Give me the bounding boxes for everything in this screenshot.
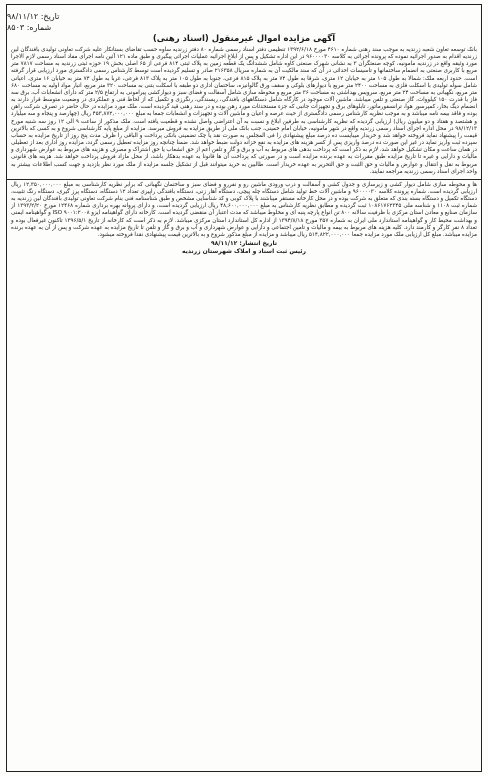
notice-header: [7, 5, 481, 33]
notice-title: آگهی مزایده اموال غیرمنقول (اسناد رهنی): [152, 34, 336, 44]
notice-date: تاریخ: ۹۸/۱۱/۱۲: [7, 12, 60, 21]
notice-number: شماره: ۸۵۰۳: [7, 23, 52, 32]
notice-footer: [7, 240, 481, 256]
notice-paragraph-2: ها و محوطه سازی شامل دیوار کشی و زیرسازی و جدول کشی و آسفالت و درب ورودی ماشین رو و نفررو و فضای سبز و ساختمان نگهبانی که برابر نظریه کارشناسی به مبلغ ۱۲,۳۵۰,۰۰۰,۰۰۰ ریال ارزیابی گردیده است. شماره پرونده کلاسه ۹۶۰۰۰۰۳۰ و ماشین آلات خط تولید شامل دستگاه چله پیچی، دستگاه آهار زنی، دستگاه بافندگی راپیری تعداد ۱۲ دستگاه، دستگاه پرز گیری، دستگاه رنگ تثبیت، دستگاه تکمیل و دستگاه بسته بندی که متعلق به شرکت بوده و در محل کارخانه مستقر میباشند با پلاک کوبی و کد شناسایی مشخص و طبق شناسنامه فنی بنام شرکت تعاونی تولیدی بافندگان لین زرندیه به شماره ثبت ۱۱۰۸ و شناسه ملی ۱۰۸۶۱۷۶۲۳۴۵ ثبت گردیده و مطابق نظریه کارشناس به مبلغ ۴۸,۶۰۰,۰۰۰,۰۰۰ ریال ارزیابی گردیده است، و دارای پروانه بهره برداری شماره ۱۲۴۶۸ مورخ ۱۳۹۳/۲/۲۰ از سازمان صنایع و معادن استان مرکزی با ظرفیت سالانه ۸۰۰ تن انواع پارچه پنبه ای و مخلوط میباشد که مدت اعتبار آن منقضی گردیده است. کارخانه دارای گواهینامه ایزو ISO ۹۰۰۱:۲۰۰۸ و گواهینامه ایمنی و بهداشت محیط کار و گواهینامه استاندارد ملی ایران به شماره ۳۵۷ مورخ ۱۳۹۴/۸/۱۸ از اداره کل استاندارد استان مرکزی میباشد. لازم به ذکر است که کارخانه از تاریخ ۱۳۹۶/۵/۱ تاکنون غیرفعال بوده و تعداد ۸ نفر کارگر و کارمند دارد. کلیه هزینه های مربوط به بیمه و مالیات و تامین اجتماعی و دارایی و عوارض شهرداری و آب و برق و گاز و تلفن تا تاریخ مزایده به عهده شرکت و پس از آن به عهده برنده مزایده میباشد. مبلغ کل ارزیابی ملک مورد مزایده جمعا ۵۱۴,۸۲۲,۰۰۰,۰۰۰ ریال میباشد و مزایده از مبلغ مذکور شروع و به بالاترین قیمت پیشنهادی نقدا فروخته میشود.: [11, 181, 478, 238]
section-divider: [7, 179, 481, 180]
notice-paragraph-1: بانک توسعه تعاون شعبه زرندیه به موجب سند رهنی شماره ۴۶۱۰ مورخ ۱۳۹۲/۶/۱۸ تنظیمی دفتر اسناد رسمی شماره ۸۰ دفتر زرندیه ساوه حسب تقاضای بستانکار علیه شرکت تعاونی تولیدی بافندگان لین زرندیه اقدام به صدور اجرائیه نموده که پرونده اجرائی به کلاسه ۹۶۰۰۰۰۳۰ در این اداره تشکیل و پس از ابلاغ اجرائیه عملیات اجرائی پیگیری و طبق ماده ۱۲۱ آئین نامه اجرای مفاد اسناد رسمی لازم الاجرا مورد وثیقه واقع در زرندیه مامونیه، کوچه صنعتگران ۳ به نشانی شهرک صنعتی کاوه شامل ششدانگ یک قطعه زمین به پلاک ثبتی ۸۱۴ فرعی از ۶۵ اصلی بخش ۱۹ حوزه ثبتی زرندیه به مساحت ۷۸۱۷ متر مربع با کاربری صنعتی به انضمام ساختمانها و تاسیسات احداثی در آن که سند مالکیت آن به شماره سریال ۲۱۶۳۵۸ صادر و تسلیم گردیده است توسط کارشناس رسمی دادگستری مورد ارزیابی قرار گرفته است. حدود اربعه ملک: شمالا به طول ۱۰۵ متر به خیابان ۱۲ متری، شرقا به طول ۷۴ متر به پلاک ۸۱۵ فرعی، جنوبا به طول ۱۰۵ متر به پلاک ۸۱۳ فرعی، غربا به طول ۷۴ متر به خیابان ۱۶ متری. اعیانی شامل سوله تولیدی با اسکلت فلزی به مساحت ۲۴۰۰ متر مربع با دیوارهای بلوکی و سقف ورق گالوانیزه، ساختمان اداری دو طبقه با اسکلت بتنی به مساحت ۳۲۰ متر مربع، انبار مواد اولیه به مساحت ۶۸۰ متر مربع، نگهبانی به مساحت ۲۴ متر مربع، سرویس بهداشتی به مساحت ۳۶ متر مربع و محوطه سازی شامل آسفالت و فضای سبز و دیوارکشی پیرامونی به ارتفاع ۲/۵ متر که دارای انشعابات آب، برق سه فاز با قدرت ۱۵۰ کیلووات، گاز صنعتی و تلفن میباشد. ماشین آلات موجود در کارگاه شامل دستگاههای بافندگی، ریسندگی، رنگرزی و تکمیل که از لحاظ فنی و عملکردی در وضعیت متوسط قرار دارند به انضمام دیگ بخار، کمپرسور هوا، ترانسفورماتور، تابلوهای برق و تجهیزات جانبی که جزء مستحدثات مورد رهن بوده و در سند رهنی قید گردیده است. ملک مورد مزایده در حال حاضر در تصرف شرکت راهن بوده و فاقد بیمه نامه میباشد و به موجب نظریه کارشناس رسمی دادگستری از حیث عرصه و اعیان و ماشین آلات و تجهیزات و انشعابات جمعا به مبلغ ۴۵۳,۸۷۲,۰۰۰,۰۰۰ ریال (چهارصد و پنجاه و سه میلیارد و هشتصد و هفتاد و دو میلیون ریال) ارزیابی گردیده که نظریه کارشناسی به طرفین ابلاغ و نسبت به آن اعتراضی واصل نشده و قطعیت یافته است. ملک مذکور از ساعت ۹ الی ۱۲ روز سه شنبه مورخ ۹۸/۱۲/۱۳ در محل اداره اجرای اسناد رسمی زرندیه واقع در شهر مامونیه، خیابان امام خمینی، جنب بانک ملی از طریق مزایده به فروش میرسد. مزایده از مبلغ پایه کارشناسی شروع و به کسی که بالاترین قیمت را پیشنهاد نماید فروخته خواهد شد و خریدار میبایست ده درصد مبلغ پیشنهادی را فی المجلس به صورت نقد یا چک تضمینی بانکی پرداخت و الباقی را ظرف مدت پنج روز از تاریخ مزایده به حساب سپرده ثبت واریز نماید در غیر این صورت ده درصد واریزی پس از کسر هزینه های مزایده به نفع خزانه دولت ضبط خواهد شد. ضمنا چنانچه روز مزایده تعطیل رسمی گردد، مزایده روز اداری بعد از تعطیلی در همان ساعت و مکان تشکیل خواهد شد. لازم به ذکر است که پرداخت بدهی های مربوط به آب و برق و گاز و تلفن اعم از حق انشعاب یا حق اشتراک و مصرف و هزینه های مربوط به عوارض شهرداری و مالیات و دارایی و غیره تا تاریخ مزایده طبق مقررات به عهده برنده مزایده است و در صورتی که پرداخت آن ها قانونا به عهده بدهکار باشد، از محل مازاد فروش پرداخت خواهد شد. هزینه های قانونی مربوط به نقل و انتقال و عوارض و مالیات و حق الثبت و حق التحریر به عهده خریدار است. طالبین به خرید میتوانند قبل از تشکیل جلسه مزایده از ملک مورد نظر بازدید و جهت کسب اطلاعات بیشتر به واحد اجرای اسناد رسمی زرندیه مراجعه نمایند.: [11, 47, 478, 175]
notice-page: [6, 4, 482, 772]
signature-line: رئیس ثبت اسناد و املاک شهرستان زرندیه: [182, 248, 306, 256]
publish-date: تاریخ انتشار: ۹۸/۱۱/۱۲: [210, 240, 278, 248]
